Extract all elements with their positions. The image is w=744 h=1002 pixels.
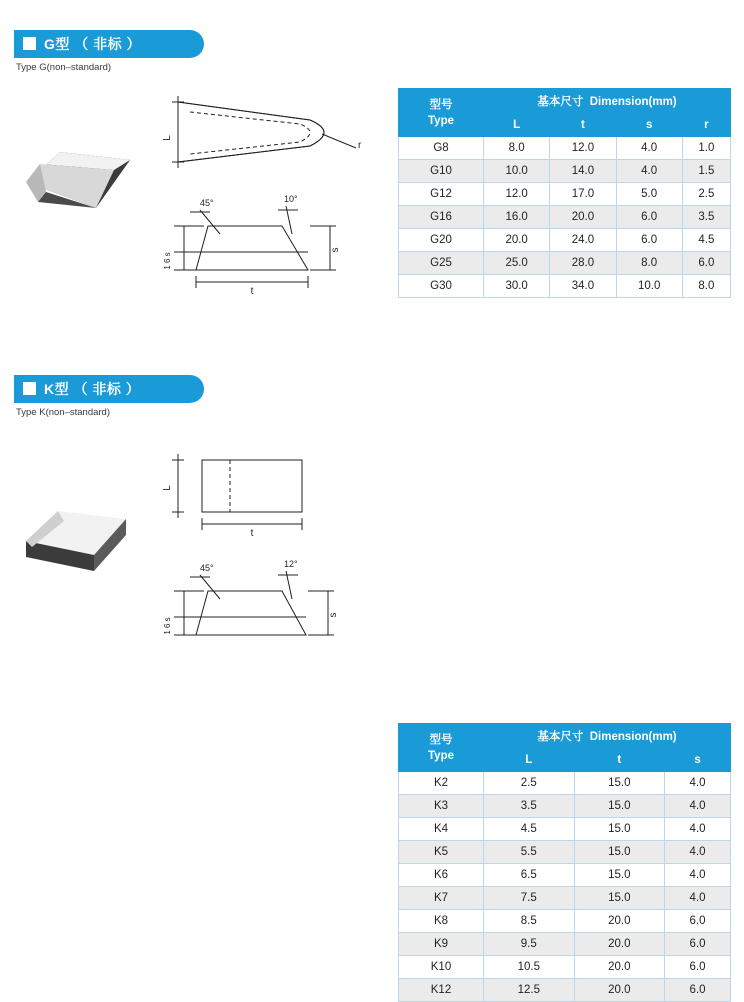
banner-title: K型 （ 非标 ） (44, 381, 141, 397)
cell-L: 3.5 (484, 795, 575, 818)
cell-type: K12 (399, 979, 484, 1002)
cell-r: 8.0 (682, 275, 730, 298)
label-L: L (162, 485, 173, 491)
cell-L: 10.5 (484, 956, 575, 979)
table-row (399, 979, 731, 1002)
cell-type: G20 (399, 229, 484, 252)
cell-L: 20.0 (484, 229, 550, 252)
section-subtitle: Type G(non–standard) (16, 62, 112, 73)
label-s: s (330, 247, 341, 253)
table-header-row (399, 89, 731, 114)
cell-t: 15.0 (574, 864, 665, 887)
cell-L: 8.5 (484, 910, 575, 933)
header-col-t: t (574, 749, 665, 772)
header-col-s: s (616, 114, 682, 137)
cell-s: 6.0 (616, 229, 682, 252)
header-dim-en: Dimension(mm) (589, 96, 677, 108)
cell-L: 12.5 (484, 979, 575, 1002)
table-row (399, 795, 731, 818)
cell-s: 4.0 (616, 160, 682, 183)
cell-s: 8.0 (616, 252, 682, 275)
cell-t: 15.0 (574, 795, 665, 818)
banner-square-icon (23, 382, 36, 395)
cell-type: K7 (399, 887, 484, 910)
header-type-cn: 型号 (429, 733, 453, 746)
drawing-g-top-view (160, 90, 380, 180)
table-row (399, 841, 731, 864)
header-col-L: L (484, 749, 575, 772)
cell-type: K3 (399, 795, 484, 818)
cell-L: 7.5 (484, 887, 575, 910)
product-photo-k (18, 485, 143, 585)
cell-s: 6.0 (665, 979, 731, 1002)
cell-t: 15.0 (574, 818, 665, 841)
cell-s: 4.0 (665, 795, 731, 818)
cell-L: 6.5 (484, 864, 575, 887)
drawing-g-side-view (160, 190, 380, 300)
table-row (399, 887, 731, 910)
table-row (399, 275, 731, 298)
cell-L: 5.5 (484, 841, 575, 864)
cell-t: 15.0 (574, 841, 665, 864)
header-dim-cn: 基本尺寸 (537, 96, 584, 108)
spec-table-type-k (398, 723, 731, 1002)
table-row (399, 206, 731, 229)
cell-r: 6.0 (682, 252, 730, 275)
cell-t: 15.0 (574, 772, 665, 795)
label-t: t (250, 528, 254, 539)
banner-type-k (14, 375, 204, 403)
section-subtitle: Type K(non–standard) (16, 407, 111, 418)
cell-t: 20.0 (574, 956, 665, 979)
cell-t: 28.0 (550, 252, 616, 275)
table-row (399, 772, 731, 795)
cell-s: 6.0 (665, 956, 731, 979)
header-type-en: Type (428, 114, 454, 127)
cell-L: 4.5 (484, 818, 575, 841)
cell-type: G16 (399, 206, 484, 229)
table-row (399, 229, 731, 252)
cell-t: 20.0 (550, 206, 616, 229)
cell-L: 8.0 (484, 137, 550, 160)
cell-L: 12.0 (484, 183, 550, 206)
cell-s: 4.0 (665, 818, 731, 841)
cell-r: 2.5 (682, 183, 730, 206)
cell-type: G30 (399, 275, 484, 298)
cell-s: 4.0 (616, 137, 682, 160)
cell-type: K5 (399, 841, 484, 864)
header-col-t: t (550, 114, 616, 137)
header-col-s: s (665, 749, 731, 772)
header-dim-en: Dimension(mm) (589, 731, 677, 743)
cell-type: G25 (399, 252, 484, 275)
product-photo-g (18, 130, 138, 220)
header-type-en: Type (428, 749, 454, 762)
cell-t: 34.0 (550, 275, 616, 298)
header-type-cn: 型号 (429, 98, 453, 111)
drawing-k-top-view (160, 430, 360, 540)
table-row (399, 252, 731, 275)
cell-type: K9 (399, 933, 484, 956)
table-row (399, 137, 731, 160)
cell-type: G12 (399, 183, 484, 206)
banner-square-icon (23, 37, 36, 50)
cell-type: K2 (399, 772, 484, 795)
table-row (399, 933, 731, 956)
cell-L: 10.0 (484, 160, 550, 183)
table-row (399, 818, 731, 841)
label-L: L (162, 135, 173, 141)
cell-s: 10.0 (616, 275, 682, 298)
spec-table-type-g (398, 88, 731, 298)
header-type (399, 89, 484, 137)
cell-s: 4.0 (665, 772, 731, 795)
drawing-k-side-view (160, 555, 380, 665)
cell-s: 4.0 (665, 841, 731, 864)
cell-t: 24.0 (550, 229, 616, 252)
table-row (399, 183, 731, 206)
cell-L: 30.0 (484, 275, 550, 298)
cell-L: 25.0 (484, 252, 550, 275)
cell-L: 2.5 (484, 772, 575, 795)
banner-title: G型 （ 非标 ） (44, 36, 142, 52)
cell-t: 20.0 (574, 979, 665, 1002)
label-angle-10: 10° (284, 194, 298, 204)
cell-r: 3.5 (682, 206, 730, 229)
cell-type: K6 (399, 864, 484, 887)
cell-s: 6.0 (665, 910, 731, 933)
header-type (399, 724, 484, 772)
cell-r: 1.5 (682, 160, 730, 183)
table-row (399, 910, 731, 933)
label-s: s (328, 612, 339, 618)
cell-s: 4.0 (665, 887, 731, 910)
cell-type: G8 (399, 137, 484, 160)
label-s-fraction: 1 6 s (163, 617, 172, 635)
cell-type: K4 (399, 818, 484, 841)
cell-r: 1.0 (682, 137, 730, 160)
cell-L: 16.0 (484, 206, 550, 229)
cell-s: 5.0 (616, 183, 682, 206)
table-row (399, 160, 731, 183)
cell-L: 9.5 (484, 933, 575, 956)
cell-t: 12.0 (550, 137, 616, 160)
header-dim-cn: 基本尺寸 (537, 731, 584, 743)
header-col-L: L (484, 114, 550, 137)
label-angle-12: 12° (284, 559, 298, 569)
label-r: r (358, 140, 362, 151)
label-s-fraction: 1 6 s (163, 252, 172, 270)
table-row (399, 956, 731, 979)
table-row (399, 864, 731, 887)
cell-type: G10 (399, 160, 484, 183)
cell-s: 4.0 (665, 864, 731, 887)
label-t: t (250, 286, 254, 297)
label-angle-45: 45° (200, 198, 214, 208)
header-col-r: r (682, 114, 730, 137)
cell-type: K8 (399, 910, 484, 933)
header-dimension (484, 724, 731, 749)
cell-t: 15.0 (574, 887, 665, 910)
cell-t: 20.0 (574, 910, 665, 933)
cell-s: 6.0 (665, 933, 731, 956)
cell-t: 20.0 (574, 933, 665, 956)
label-angle-45: 45° (200, 563, 214, 573)
header-dimension (484, 89, 731, 114)
cell-t: 14.0 (550, 160, 616, 183)
cell-type: K10 (399, 956, 484, 979)
cell-s: 6.0 (616, 206, 682, 229)
table-header-row (399, 724, 731, 749)
cell-t: 17.0 (550, 183, 616, 206)
banner-type-g (14, 30, 204, 58)
cell-r: 4.5 (682, 229, 730, 252)
